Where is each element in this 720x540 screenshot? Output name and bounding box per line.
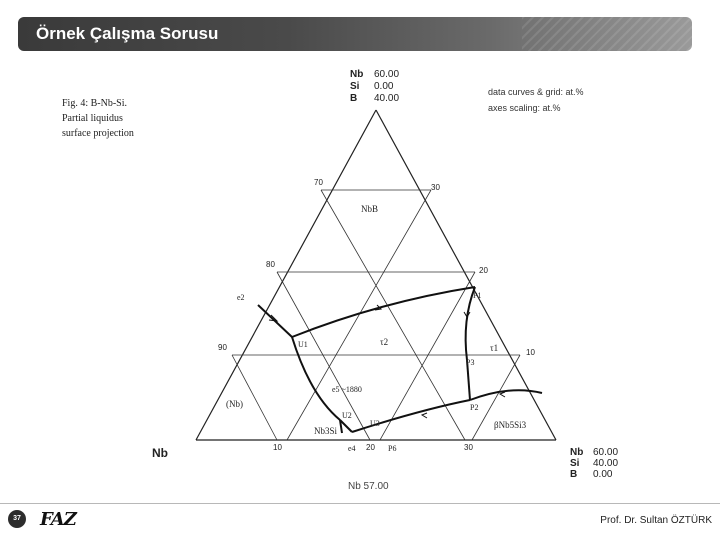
region-tau1: τ1: [490, 343, 499, 353]
apex-bottom-partial: Nb 57.00: [348, 481, 389, 492]
point-p6: P6: [388, 444, 397, 453]
region-tau2: τ2: [380, 337, 389, 347]
region-nb5si3: βNb5Si3: [494, 420, 527, 430]
tick-70: 70: [314, 178, 323, 187]
point-e4: e4: [348, 444, 356, 453]
page-number-badge: 37: [8, 510, 26, 528]
point-u1: U1: [298, 340, 308, 349]
point-p3: P3: [466, 358, 475, 367]
apex-left-label: Nb: [152, 446, 168, 460]
apex-right-composition: [570, 447, 618, 480]
region-nb: (Nb): [226, 399, 243, 409]
tick-30-right: 30: [431, 183, 440, 192]
figure-caption-line3: surface projection: [62, 128, 134, 139]
point-e5: e5 ~1880: [332, 385, 362, 394]
figure-caption-line2: Partial liquidus: [62, 113, 123, 124]
apex-right-element-2: Si: [570, 458, 580, 469]
apex-top-element-1: Nb: [350, 69, 364, 80]
apex-right-element-1: Nb: [570, 447, 584, 458]
tick-30-bottom: 30: [464, 443, 473, 452]
apex-top-composition: [350, 69, 399, 104]
region-nb3si: Nb3Si: [314, 426, 338, 436]
apex-top-value-2: 0.00: [374, 81, 394, 92]
tick-90: 90: [218, 343, 227, 352]
apex-top-element-3: B: [350, 93, 358, 104]
apex-top-element-2: Si: [350, 81, 360, 92]
slide-title: Örnek Çalışma Sorusu: [36, 24, 219, 43]
point-p1: P1: [473, 291, 482, 300]
tick-20-right: 20: [479, 266, 488, 275]
author-name: Prof. Dr. Sultan ÖZTÜRK: [600, 515, 712, 526]
faz-logo: FAZ: [40, 509, 76, 530]
figure-note-line2: axes scaling: at.%: [488, 103, 561, 113]
apex-top-value-1: 60.00: [374, 69, 400, 80]
tick-10-right: 10: [526, 348, 535, 357]
tick-80: 80: [266, 260, 275, 269]
figure-note-line1: data curves & grid: at.%: [488, 87, 584, 97]
footer-divider: [0, 503, 720, 504]
figure-caption-line1: Fig. 4: B-Nb-Si.: [62, 98, 128, 109]
apex-top-value-3: 40.00: [374, 93, 400, 104]
tick-20-bottom: 20: [366, 443, 375, 452]
point-e2: e2: [237, 293, 245, 302]
apex-right-element-3: B: [570, 469, 578, 480]
point-u2: U2: [342, 411, 352, 420]
region-nbb: NbB: [361, 204, 379, 214]
liquidus-curves: [258, 287, 542, 433]
apex-right-value-3: 0.00: [593, 469, 613, 480]
point-u3: U3: [370, 419, 380, 428]
tick-10-bottom: 10: [273, 443, 282, 452]
apex-right-value-2: 40.00: [593, 458, 619, 469]
point-p2: P2: [470, 403, 479, 412]
apex-right-value-1: 60.00: [593, 447, 619, 458]
